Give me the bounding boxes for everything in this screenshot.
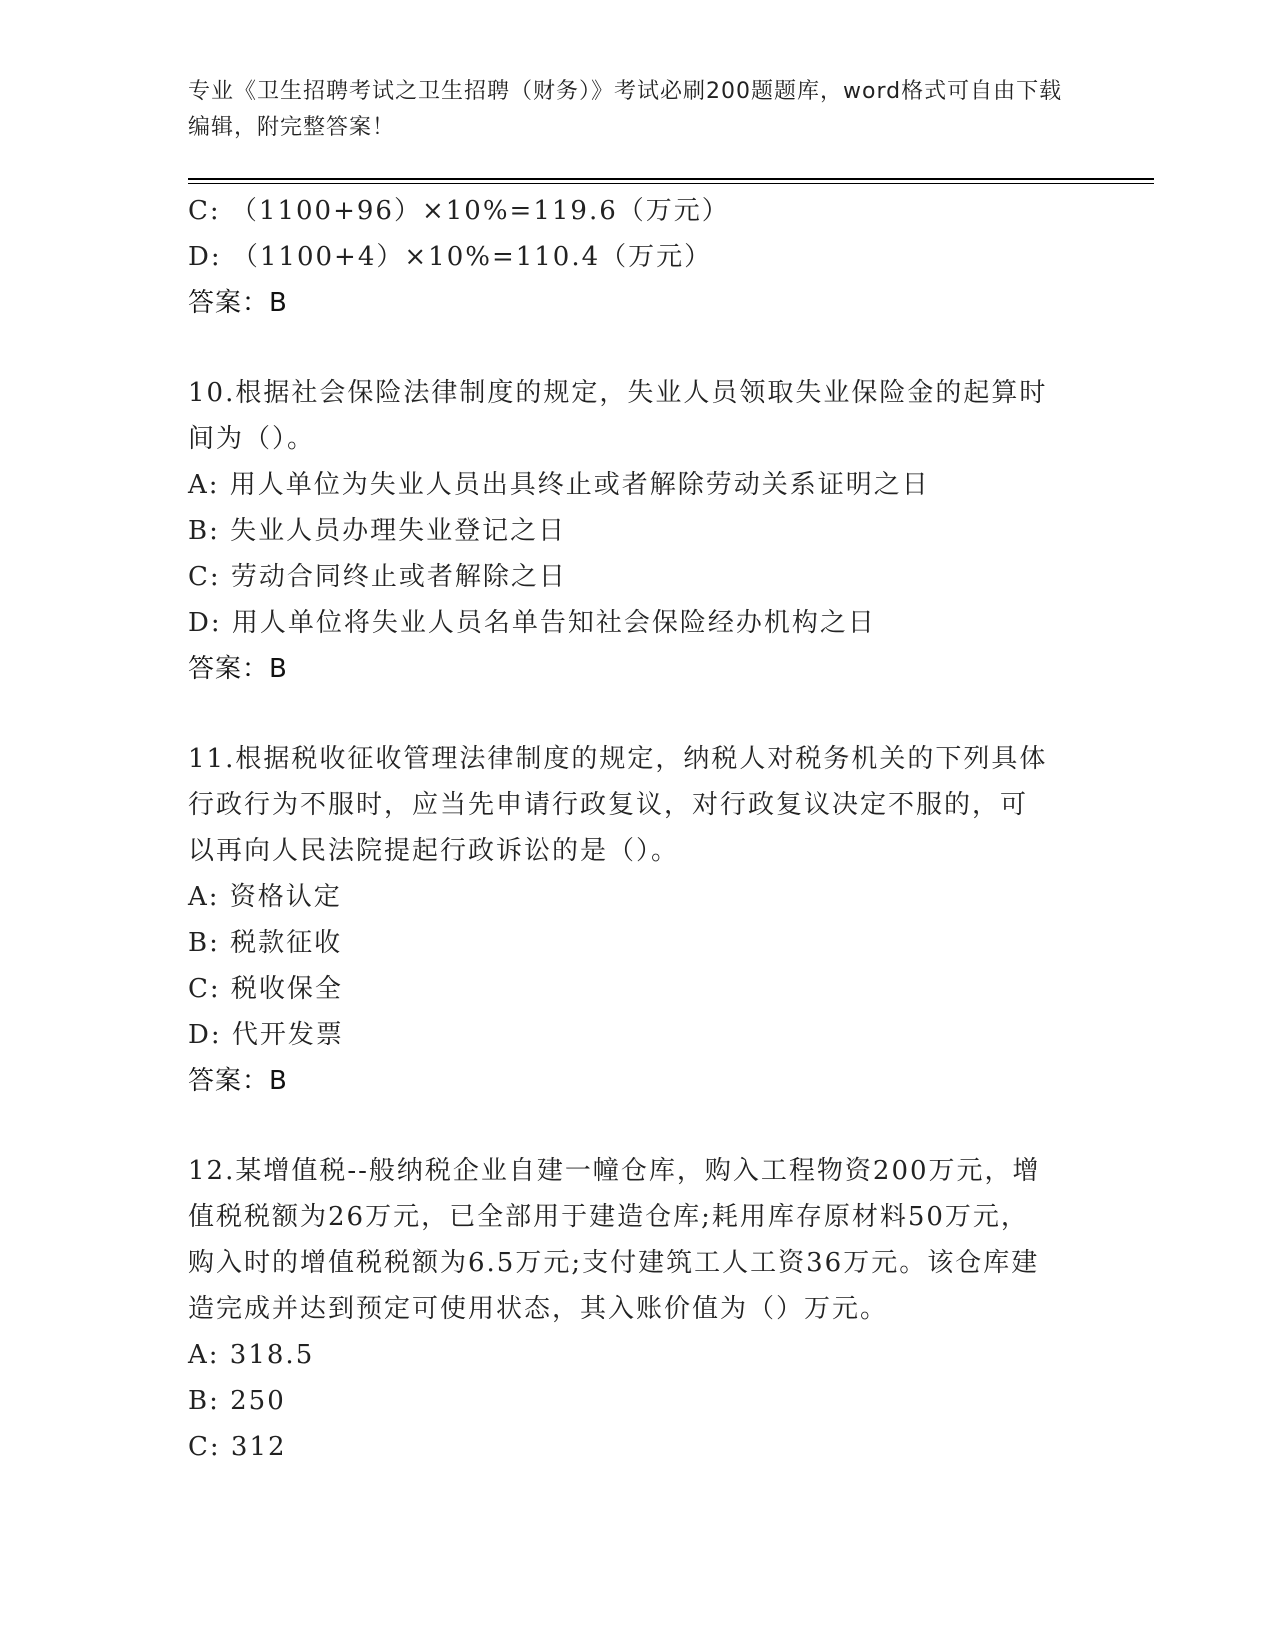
question-stem: 12.某增值税--般纳税企业自建一幢仓库，购入工程物资200万元，增值税税额为26万元，已全部用于建造仓库;耗用库存原材料50万元，购入时的增值税税额为6.5万元;支付建筑工人工资36万元。该仓库建造完成并达到预定可使用状态，其入账价值为（）万元。 xyxy=(188,1156,1041,1324)
option-c: C: 劳动合同终止或者解除之日 xyxy=(188,562,567,592)
answer-line: 答案：B xyxy=(188,288,288,318)
option-a: A: 用人单位为失业人员出具终止或者解除劳动关系证明之日 xyxy=(188,470,930,500)
option-a: A: 资格认定 xyxy=(188,882,342,912)
question-content xyxy=(188,188,1088,1470)
question-stem: 11.根据税收征收管理法律制度的规定，纳税人对税务机关的下列具体行政行为不服时，应当先申请行政复议，对行政复议决定不服的，可以再向人民法院提起行政诉讼的是（）。 xyxy=(188,744,1048,866)
option-d: D: 用人单位将失业人员名单告知社会保险经办机构之日 xyxy=(188,608,876,638)
option-c: C: 税收保全 xyxy=(188,974,343,1004)
option-c: C: 312 xyxy=(188,1432,287,1462)
header-divider xyxy=(188,178,1154,180)
document-header: 专业《卫生招聘考试之卫生招聘（财务）》考试必刷200题题库，word格式可自由下载编辑，附完整答案！ xyxy=(188,79,1063,140)
question-stem: 10.根据社会保险法律制度的规定，失业人员领取失业保险金的起算时间为（）。 xyxy=(188,378,1048,454)
header-divider-thin xyxy=(188,183,1154,184)
question-12 xyxy=(188,1148,1088,1470)
option-c: C: （1100+96）×10%=119.6（万元） xyxy=(188,196,730,226)
option-d: D: 代开发票 xyxy=(188,1020,344,1050)
option-b: B: 税款征收 xyxy=(188,928,343,958)
answer-line: 答案：B xyxy=(188,1066,288,1096)
option-d: D: （1100+4）×10%=110.4（万元） xyxy=(188,242,713,272)
option-b: B: 250 xyxy=(188,1386,286,1416)
answer-line: 答案：B xyxy=(188,654,288,684)
question-10 xyxy=(188,370,1088,692)
option-a: A: 318.5 xyxy=(188,1340,315,1370)
question-9-tail xyxy=(188,188,1088,326)
question-11 xyxy=(188,736,1088,1104)
option-b: B: 失业人员办理失业登记之日 xyxy=(188,516,567,546)
